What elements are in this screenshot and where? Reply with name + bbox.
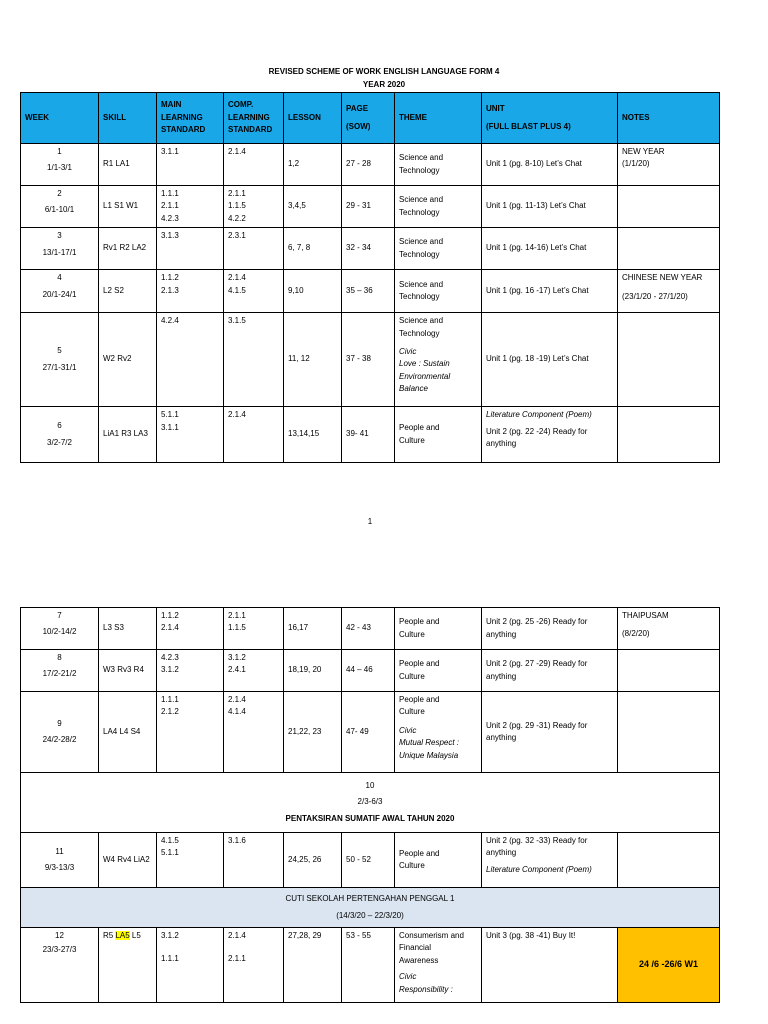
theme-cell: People and Culture [395,650,482,692]
comp-standard-cell: 2.1.4 2.1.1 [224,928,284,1003]
holiday-row [21,888,720,928]
table-row [21,228,720,270]
main-standard-cell: 5.1.1 3.1.1 [157,407,224,463]
lesson-cell: 3,4,5 [284,186,342,228]
theme-cell: People and Culture [395,833,482,888]
page-cell: 44 – 46 [342,650,395,692]
highlighted-skill: LA5 [115,931,130,940]
unit-cell: Unit 2 (pg. 27 -29) Ready for anything [482,650,618,692]
comp-standard-cell: 2.1.4 4.1.5 [224,270,284,313]
main-standard-cell: 1.1.1 2.1.1 4.2.3 [157,186,224,228]
header-skill: SKILL [99,93,157,144]
table-row [21,144,720,186]
notes-cell [618,228,720,270]
header-notes: NOTES [618,93,720,144]
week-cell: 1 1/1-3/1 [21,144,99,186]
notes-cell-highlighted: 24 /6 -26/6 W1 [618,928,720,1003]
comp-standard-cell: 2.1.4 4.1.4 [224,692,284,773]
main-standard-cell: 3.1.1 [157,144,224,186]
civic-value: Civic Responsibility : [399,972,453,994]
skill-cell: R1 LA1 [99,144,157,186]
skill-cell: LiA1 R3 LA3 [99,407,157,463]
notes-cell [618,186,720,228]
skill-cell: L3 S3 [99,608,157,650]
notes-cell [618,313,720,407]
unit-cell: Unit 2 (pg. 29 -31) Ready for anything [482,692,618,773]
page-cell: 42 - 43 [342,608,395,650]
week-cell: 8 17/2-21/2 [21,650,99,692]
lesson-cell: 18,19, 20 [284,650,342,692]
notes-cell [618,692,720,773]
theme-cell: People and Culture [395,608,482,650]
table-row [21,407,720,463]
week-cell: 5 27/1-31/1 [21,313,99,407]
week-cell: 7 10/2-14/2 [21,608,99,650]
page-cell: 29 - 31 [342,186,395,228]
theme-cell: Consumerism and Financial Awareness Civic Responsibility : [395,928,482,1003]
lesson-cell: 6, 7, 8 [284,228,342,270]
unit-cell: Unit 1 (pg. 14-16) Let’s Chat [482,228,618,270]
lesson-cell: 1,2 [284,144,342,186]
unit-cell: Unit 2 (pg. 25 -26) Ready for anything [482,608,618,650]
theme-cell: Science and Technology [395,186,482,228]
header-row [21,93,720,144]
assessment-cell: 10 2/3-6/3 PENTAKSIRAN SUMATIF AWAL TAHUN 2020 [21,773,720,833]
comp-standard-cell: 2.3.1 [224,228,284,270]
main-standard-cell: 4.2.4 [157,313,224,407]
comp-standard-cell: 3.1.2 2.4.1 [224,650,284,692]
main-standard-cell: 3.1.2 1.1.1 [157,928,224,1003]
header-theme: THEME [395,93,482,144]
header-lesson: LESSON [284,93,342,144]
theme-cell: People and Culture Civic Mutual Respect : Unique Malaysia [395,692,482,773]
main-standard-cell: 1.1.2 2.1.3 [157,270,224,313]
skill-cell: LA4 L4 S4 [99,692,157,773]
lesson-cell: 21,22, 23 [284,692,342,773]
header-main-standard: MAIN LEARNING STANDARD [157,93,224,144]
skill-cell: W4 Rv4 LiA2 [99,833,157,888]
page-cell: 32 - 34 [342,228,395,270]
main-standard-cell: 3.1.3 [157,228,224,270]
week-cell: 3 13/1-17/1 [21,228,99,270]
theme-cell: People and Culture [395,407,482,463]
notes-cell [618,833,720,888]
document-title: REVISED SCHEME OF WORK ENGLISH LANGUAGE FORM 4 [268,67,500,76]
week-cell: 6 3/2-7/2 [21,407,99,463]
comp-standard-cell: 2.1.4 [224,144,284,186]
header-page: PAGE (SOW) [342,93,395,144]
main-standard-cell: 1.1.2 2.1.4 [157,608,224,650]
skill-cell: W2 Rv2 [99,313,157,407]
civic-value: Civic Mutual Respect : Unique Malaysia [399,725,460,760]
page-cell: 37 - 38 [342,313,395,407]
page-number: 1 [367,517,373,526]
notes-cell [618,407,720,463]
table-row [21,928,720,1003]
page-cell: 39- 41 [342,407,395,463]
comp-standard-cell: 3.1.5 [224,313,284,407]
week-cell: 12 23/3-27/3 [21,928,99,1003]
page-cell: 27 - 28 [342,144,395,186]
notes-cell: NEW YEAR (1/1/20) [618,144,720,186]
theme-cell: Science and Technology [395,270,482,313]
skill-cell: W3 Rv3 R4 [99,650,157,692]
page-cell: 53 - 55 [342,928,395,1003]
lesson-cell: 13,14,15 [284,407,342,463]
unit-cell: Unit 1 (pg. 16 -17) Let’s Chat [482,270,618,313]
unit-cell: Unit 2 (pg. 32 -33) Ready for anything Literature Component (Poem) [482,833,618,888]
table-row [21,833,720,888]
page-cell: 50 - 52 [342,833,395,888]
table-row [21,313,720,407]
lesson-cell: 27,28, 29 [284,928,342,1003]
notes-cell [618,650,720,692]
assessment-row [21,773,720,833]
table-row [21,650,720,692]
skill-cell: L2 S2 [99,270,157,313]
header-unit: UNIT (FULL BLAST PLUS 4) [482,93,618,144]
document-year: YEAR 2020 [362,80,406,89]
main-standard-cell: 4.1.5 5.1.1 [157,833,224,888]
header-comp-standard: COMP. LEARNING STANDARD [224,93,284,144]
lesson-cell: 11, 12 [284,313,342,407]
week-cell: 4 20/1-24/1 [21,270,99,313]
table-row [21,270,720,313]
skill-cell: R5 LA5 L5 [99,928,157,1003]
comp-standard-cell: 3.1.6 [224,833,284,888]
theme-cell: Science and Technology [395,144,482,186]
lesson-cell: 16,17 [284,608,342,650]
scheme-table-part-1 [20,92,720,463]
week-cell: 9 24/2-28/2 [21,692,99,773]
main-standard-cell: 4.2.3 3.1.2 [157,650,224,692]
unit-cell: Unit 1 (pg. 8-10) Let’s Chat [482,144,618,186]
theme-cell: Science and Technology [395,228,482,270]
page-cell: 47- 49 [342,692,395,773]
header-week: WEEK [21,93,99,144]
table-row [21,608,720,650]
lesson-cell: 24,25, 26 [284,833,342,888]
skill-cell: Rv1 R2 LA2 [99,228,157,270]
unit-cell: Literature Component (Poem) Unit 2 (pg. 22 -24) Ready for anything [482,407,618,463]
scheme-table-part-2 [20,607,720,1003]
week-cell: 2 6/1-10/1 [21,186,99,228]
table-row [21,692,720,773]
unit-cell: Unit 3 (pg. 38 -41) Buy It! [482,928,618,1003]
notes-cell: THAIPUSAM (8/2/20) [618,608,720,650]
comp-standard-cell: 2.1.4 [224,407,284,463]
page-cell: 35 – 36 [342,270,395,313]
notes-cell: CHINESE NEW YEAR (23/1/20 - 27/1/20) [618,270,720,313]
civic-value: Civic Love : Sustain Environmental Balance [399,346,451,394]
unit-cell: Unit 1 (pg. 18 -19) Let’s Chat [482,313,618,407]
skill-cell: L1 S1 W1 [99,186,157,228]
week-cell: 11 9/3-13/3 [21,833,99,888]
table-row [21,186,720,228]
comp-standard-cell: 2.1.1 1.1.5 [224,608,284,650]
comp-standard-cell: 2.1.1 1.1.5 4.2.2 [224,186,284,228]
lesson-cell: 9,10 [284,270,342,313]
holiday-banner: CUTI SEKOLAH PERTENGAHAN PENGGAL 1 (14/3/20 – 22/3/20) [21,888,720,928]
unit-cell: Unit 1 (pg. 11-13) Let’s Chat [482,186,618,228]
main-standard-cell: 1.1.1 2.1.2 [157,692,224,773]
theme-cell: Science and Technology Civic Love : Sustain Environmental Balance [395,313,482,407]
